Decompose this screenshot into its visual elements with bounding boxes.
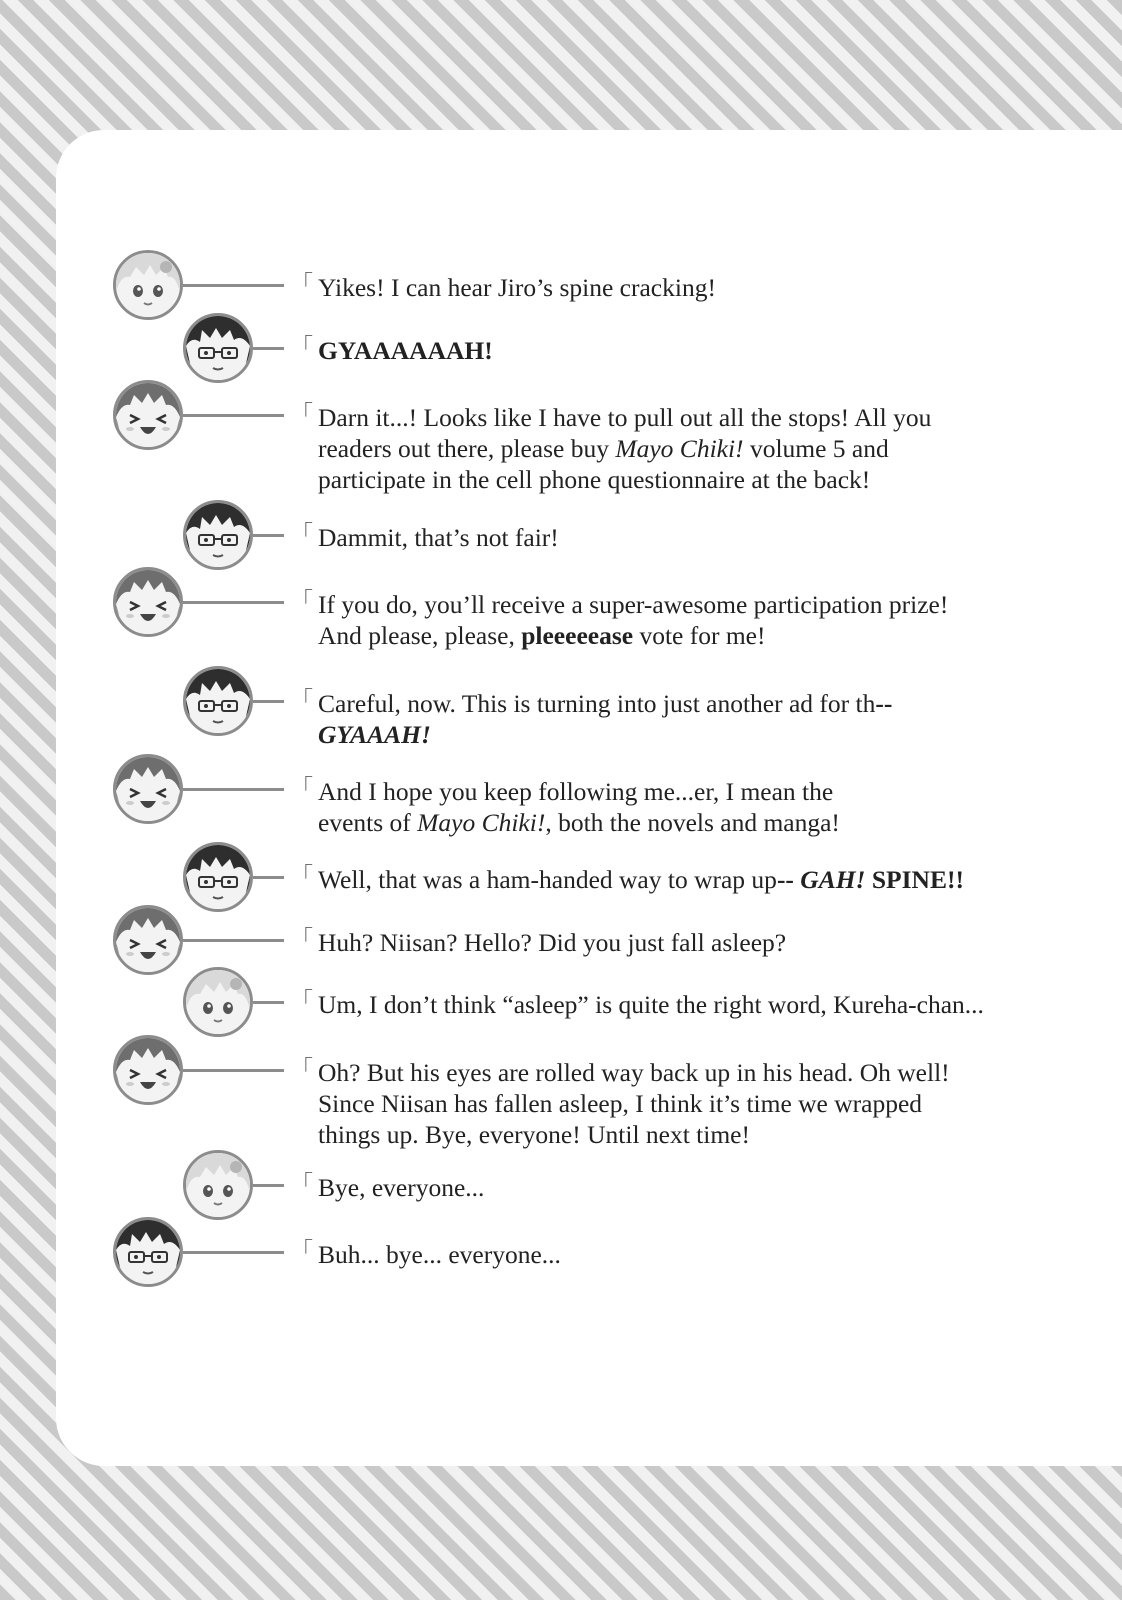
dialogue-text <box>318 1172 484 1203</box>
quote-bracket-icon: 「 <box>291 776 314 801</box>
text-segment: events of <box>318 808 418 837</box>
dialogue-text <box>318 864 964 895</box>
dialogue-line <box>318 989 984 1020</box>
dialogue-line <box>318 719 892 750</box>
text-segment: Careful, now. This is turning into just another ad for th <box>318 689 876 718</box>
dialogue-text <box>318 402 931 495</box>
connector-line <box>253 347 284 350</box>
connector-line <box>253 700 284 703</box>
text-segment: And I hope you keep following me...er, I mean the <box>318 777 834 806</box>
jiro-avatar <box>183 500 253 570</box>
text-segment: Dammit, that’s not fair! <box>318 523 559 552</box>
connector-line <box>253 876 284 879</box>
kureha-avatar <box>113 1035 183 1105</box>
dialogue-text <box>318 1239 561 1270</box>
kureha-avatar <box>113 380 183 450</box>
dialogue-line <box>318 927 786 958</box>
text-segment: participate in the cell phone questionnaire at the back! <box>318 465 871 494</box>
dialogue-text <box>318 927 786 958</box>
dialogue-text <box>318 522 559 553</box>
dialogue-text <box>318 335 493 366</box>
jiro-avatar <box>183 313 253 383</box>
quote-bracket-icon: 「 <box>291 589 314 614</box>
dialogue-line <box>318 1119 950 1150</box>
text-segment: Oh? But his eyes are rolled way back up in his head. Oh well! <box>318 1058 950 1087</box>
connector-line <box>183 284 284 287</box>
jiro-avatar <box>183 666 253 736</box>
dialogue-line <box>318 522 559 553</box>
quote-bracket-icon: 「 <box>291 1239 314 1264</box>
connector-line <box>183 939 284 942</box>
connector-line <box>253 534 284 537</box>
blonde-girl-avatar <box>183 1150 253 1220</box>
text-segment: Mayo Chiki! <box>417 808 546 837</box>
jiro-avatar <box>183 842 253 912</box>
text-segment: SPINE!! <box>865 865 964 894</box>
blonde-girl-avatar <box>113 250 183 320</box>
connector-line <box>253 1184 284 1187</box>
dialogue-line <box>318 807 840 838</box>
dialogue-line <box>318 589 948 620</box>
dialogue-line <box>318 620 948 651</box>
text-segment: Yikes! I can hear Jiro’s spine cracking! <box>318 273 716 302</box>
dialogue-line <box>318 402 931 433</box>
quote-bracket-icon: 「 <box>291 1057 314 1082</box>
dialogue-line <box>318 1172 484 1203</box>
dialogue-text <box>318 1057 950 1150</box>
dialogue-line <box>318 688 892 719</box>
text-segment: things up. Bye, everyone! Until next time! <box>318 1120 750 1149</box>
text-segment: pleeeeease <box>521 621 634 650</box>
text-segment: readers out there, please buy <box>318 434 616 463</box>
text-segment: , both the novels and manga! <box>545 808 840 837</box>
text-segment: Um, I don’t think “asleep” is quite the right word, Kureha-chan... <box>318 990 984 1019</box>
dialogue-text <box>318 776 840 838</box>
connector-line <box>253 1001 284 1004</box>
text-segment: -- <box>875 689 893 718</box>
quote-bracket-icon: 「 <box>291 1172 314 1197</box>
text-segment: -- <box>776 865 801 894</box>
quote-bracket-icon: 「 <box>291 522 314 547</box>
quote-bracket-icon: 「 <box>291 402 314 427</box>
text-segment: Buh... bye... everyone... <box>318 1240 561 1269</box>
text-segment: GYAAAAAAH! <box>318 336 493 365</box>
kureha-avatar <box>113 567 183 637</box>
text-segment: Since Niisan has fallen asleep, I think it’s time we wrapped <box>318 1089 923 1118</box>
dialogue-text <box>318 989 984 1020</box>
blonde-girl-avatar <box>183 967 253 1037</box>
dialogue-line <box>318 1088 950 1119</box>
text-segment: GAH! <box>800 865 866 894</box>
text-segment: vote for me! <box>633 621 766 650</box>
quote-bracket-icon: 「 <box>291 688 314 713</box>
dialogue-line <box>318 433 931 464</box>
quote-bracket-icon: 「 <box>291 864 314 889</box>
connector-line <box>183 1251 284 1254</box>
kureha-avatar <box>113 905 183 975</box>
text-segment: volume 5 and <box>743 434 889 463</box>
text-segment: If you do, you’ll receive a super-awesome participation prize! <box>318 590 949 619</box>
quote-bracket-icon: 「 <box>291 272 314 297</box>
dialogue-text <box>318 272 716 303</box>
text-segment: And please, please, <box>318 621 522 650</box>
text-segment: Mayo Chiki! <box>615 434 744 463</box>
quote-bracket-icon: 「 <box>291 335 314 360</box>
connector-line <box>183 788 284 791</box>
content-panel <box>56 130 1122 1466</box>
quote-bracket-icon: 「 <box>291 989 314 1014</box>
text-segment: Bye, everyone... <box>318 1173 485 1202</box>
dialogue-text <box>318 589 948 651</box>
dialogue-line <box>318 464 931 495</box>
text-segment: Huh? Niisan? Hello? Did you just fall asleep? <box>318 928 787 957</box>
connector-line <box>183 601 284 604</box>
dialogue-line <box>318 335 493 366</box>
dialogue-line <box>318 776 840 807</box>
connector-line <box>183 414 284 417</box>
jiro-avatar <box>113 1217 183 1287</box>
kureha-avatar <box>113 754 183 824</box>
dialogue-line <box>318 1239 561 1270</box>
connector-line <box>183 1069 284 1072</box>
text-segment: GYAAAH! <box>318 720 431 749</box>
quote-bracket-icon: 「 <box>291 927 314 952</box>
dialogue-line <box>318 864 964 895</box>
text-segment: Darn it...! Looks like I have to pull out all the stops! All you <box>318 403 932 432</box>
text-segment: Well, that was a ham-handed way to wrap up <box>318 865 777 894</box>
dialogue-line <box>318 272 716 303</box>
dialogue-line <box>318 1057 950 1088</box>
dialogue-text <box>318 688 892 750</box>
